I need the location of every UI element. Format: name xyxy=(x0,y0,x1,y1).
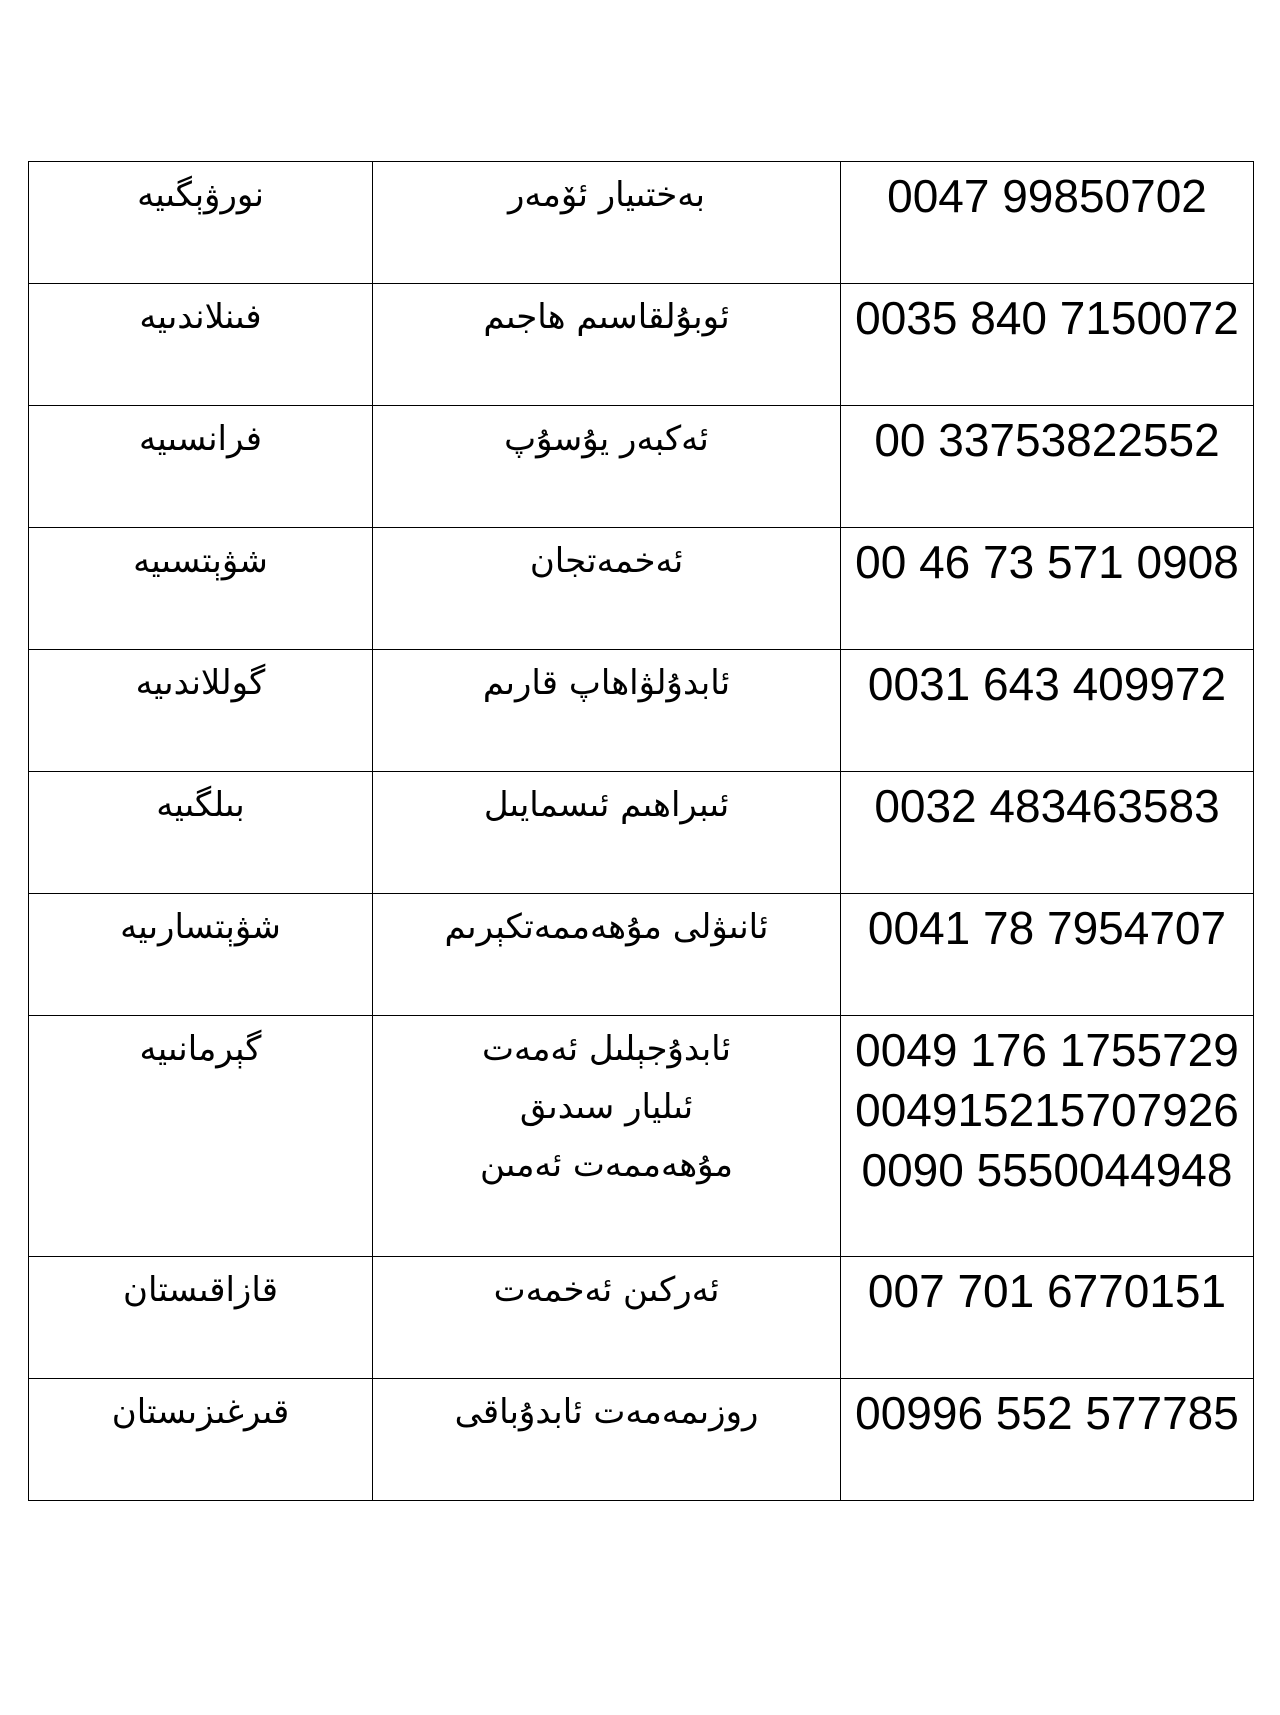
phone-cell xyxy=(841,1257,1254,1379)
contact-name: مۇھەممەت ئەمىن xyxy=(480,1145,733,1185)
phone-number: 004915215707926 xyxy=(855,1084,1239,1136)
phone-cell xyxy=(841,650,1254,772)
table-row xyxy=(29,1016,1254,1257)
phone-cell xyxy=(841,406,1254,528)
country-cell: فرانسىيە xyxy=(29,406,373,528)
phone-number: 0032 483463583 xyxy=(874,780,1220,832)
country-cell: گېرمانىيە xyxy=(29,1016,373,1257)
name-cell xyxy=(373,1379,841,1501)
contact-table xyxy=(28,161,1254,1501)
table-row xyxy=(29,650,1254,772)
phone-number: 0090 5550044948 xyxy=(861,1144,1233,1196)
table-row xyxy=(29,772,1254,894)
country-cell: شۋېتسارىيە xyxy=(29,894,373,1016)
table-row xyxy=(29,894,1254,1016)
contact-name: ئىليار سىدىق xyxy=(519,1087,694,1127)
phone-number: 0035 840 7150072 xyxy=(855,292,1239,344)
name-cell xyxy=(373,894,841,1016)
name-cell xyxy=(373,528,841,650)
phone-number: 00 46 73 571 0908 xyxy=(855,536,1239,588)
phone-cell xyxy=(841,1379,1254,1501)
table-row xyxy=(29,528,1254,650)
phone-number: 0047 99850702 xyxy=(887,170,1207,222)
country-cell: شۋېتسىيە xyxy=(29,528,373,650)
phone-cell xyxy=(841,284,1254,406)
contact-name: ئابدۇجېلىل ئەمەت xyxy=(481,1029,732,1069)
table-row xyxy=(29,1379,1254,1501)
contact-name: ئەخمەتجان xyxy=(529,541,684,581)
country-cell: فىنلاندىيە xyxy=(29,284,373,406)
phone-number: 007 701 6770151 xyxy=(867,1265,1227,1317)
contact-name: ئەركىن ئەخمەت xyxy=(493,1270,720,1310)
phone-cell xyxy=(841,894,1254,1016)
contact-name: ئەكبەر يۇسۇپ xyxy=(504,419,709,459)
phone-number: 0031 643 409972 xyxy=(867,658,1227,710)
phone-cell xyxy=(841,1016,1254,1257)
name-cell xyxy=(373,1257,841,1379)
contact-name: ئوبۇلقاسىم ھاجىم xyxy=(483,297,730,337)
phone-number: 0041 78 7954707 xyxy=(867,902,1227,954)
country-cell: نورۋېگىيە xyxy=(29,162,373,284)
table-row xyxy=(29,1257,1254,1379)
country-cell: بىلگىيە xyxy=(29,772,373,894)
name-cell xyxy=(373,284,841,406)
contact-name: ئىبراھىم ئىسمايىل xyxy=(483,785,730,825)
name-cell xyxy=(373,162,841,284)
table-row xyxy=(29,162,1254,284)
contact-name: ئانىۋلى مۇھەممەتكېرىم xyxy=(444,907,769,947)
phone-number: 00 33753822552 xyxy=(874,414,1220,466)
table-row xyxy=(29,284,1254,406)
phone-cell xyxy=(841,528,1254,650)
country-cell: گوللاندىيە xyxy=(29,650,373,772)
name-cell xyxy=(373,650,841,772)
phone-number: 00996 552 577785 xyxy=(855,1387,1239,1439)
name-cell xyxy=(373,772,841,894)
contact-name: ئابدۇلۋاھاپ قارىم xyxy=(482,663,731,703)
name-cell xyxy=(373,1016,841,1257)
phone-cell xyxy=(841,772,1254,894)
phone-cell xyxy=(841,162,1254,284)
country-cell: قىرغىزىستان xyxy=(29,1379,373,1501)
contact-name: روزىمەمەت ئابدۇباقى xyxy=(454,1392,759,1432)
name-cell xyxy=(373,406,841,528)
table-row xyxy=(29,406,1254,528)
country-cell: قازاقىستان xyxy=(29,1257,373,1379)
phone-number: 0049 176 1755729 xyxy=(855,1024,1239,1076)
contact-name: بەختىيار ئۆمەر xyxy=(508,175,705,215)
